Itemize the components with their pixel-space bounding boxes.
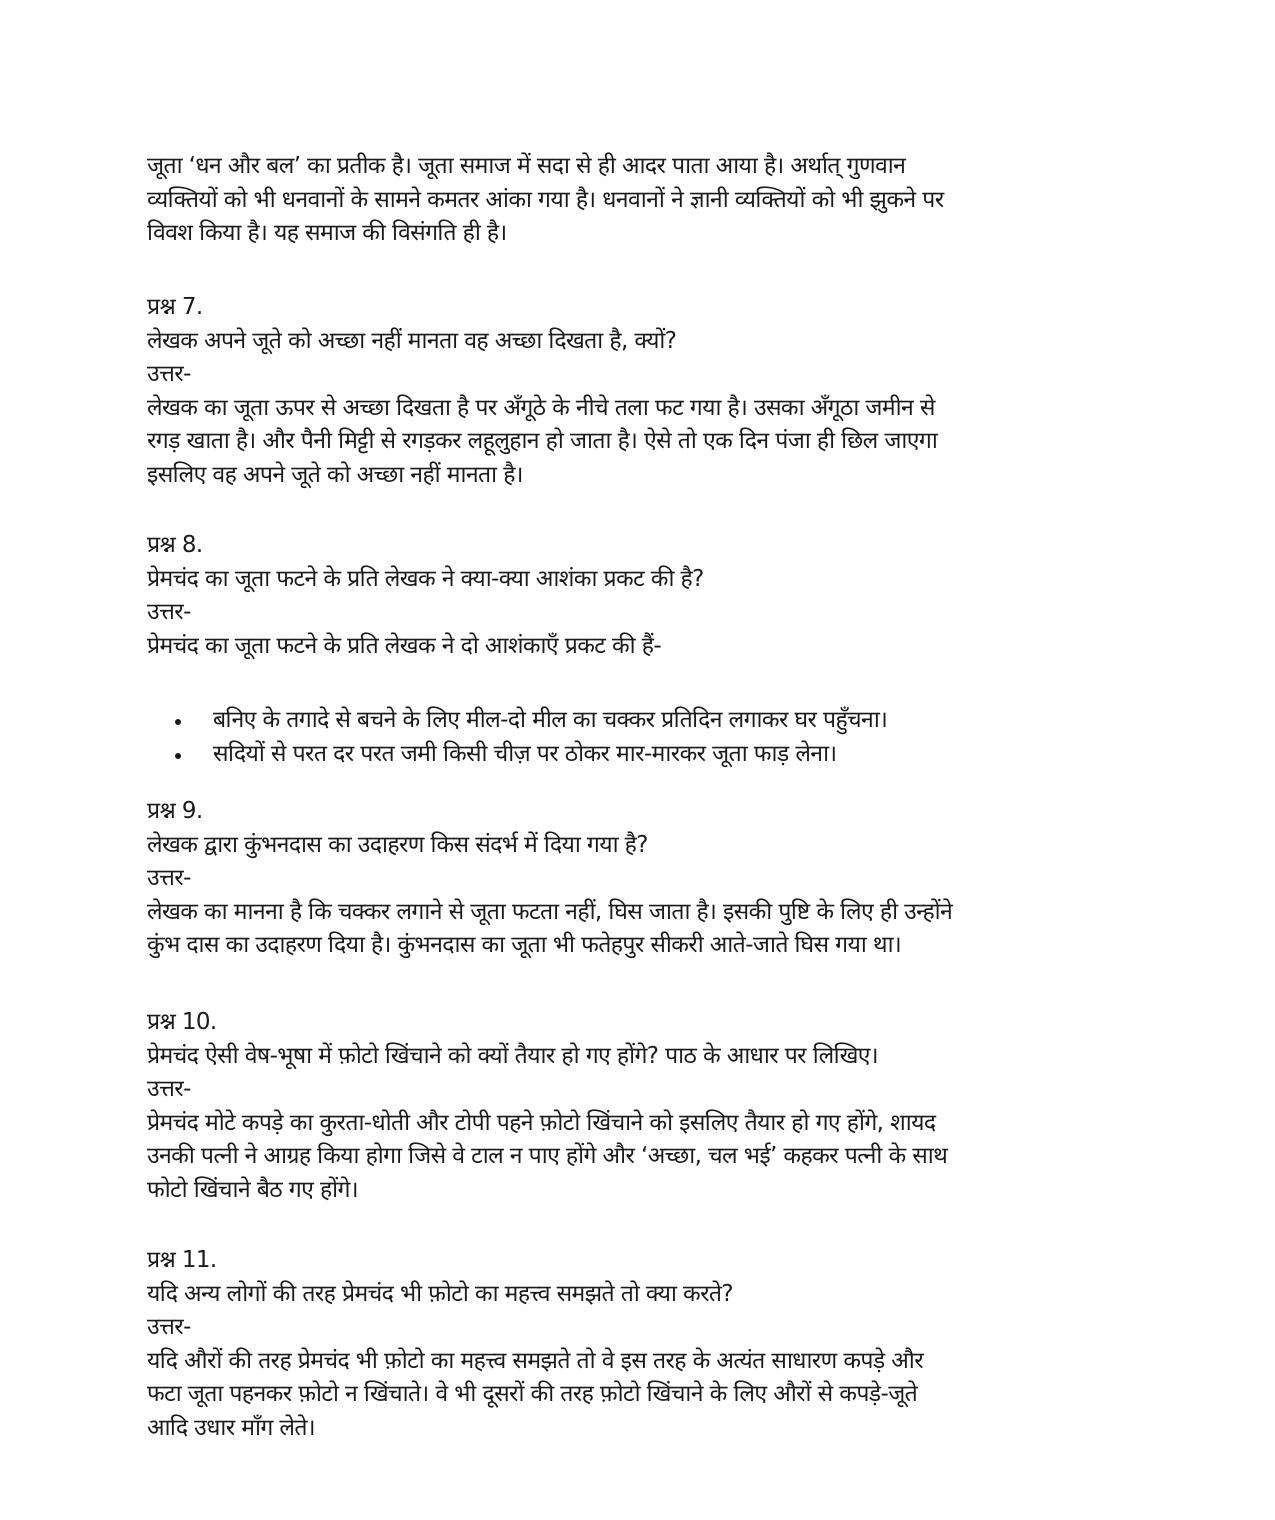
question-9 bbox=[147, 795, 1127, 963]
bullet-icon bbox=[175, 719, 181, 725]
bullet-icon bbox=[175, 753, 181, 759]
question-text: प्रेमचंद ऐसी वेष-भूषा में फ़ोटो खिंचाने को क्यों तैयार हो गए होंगे? पाठ के आधार पर लिखिए। bbox=[147, 1042, 879, 1069]
answer-label: उत्तर- bbox=[147, 1314, 191, 1340]
intro-paragraph bbox=[147, 150, 1127, 251]
answer-line: फटा जूता पहनकर फ़ोटो न खिंचाते। वे भी दूसरों की तरह फ़ोटो खिंचाने के लिए औरों से कपड़े-जूते bbox=[147, 1381, 918, 1407]
list-item bbox=[147, 704, 1127, 738]
text-line: विवश किया है। यह समाज की विसंगति ही है। bbox=[147, 220, 507, 246]
list-item-text: बनिए के तगादे से बचने के लिए मील-दो मील का चक्कर प्रतिदिन लगाकर घर पहुँचना। bbox=[213, 707, 888, 733]
answer-label: उत्तर- bbox=[147, 599, 191, 625]
question-number: प्रश्न 10. bbox=[147, 1009, 217, 1035]
question-8 bbox=[147, 529, 1127, 663]
question-number: प्रश्न 7. bbox=[147, 294, 203, 320]
answer-line: इसलिए वह अपने जूते को अच्छा नहीं मानता है। bbox=[147, 461, 523, 488]
answer-line: प्रेमचंद का जूता फटने के प्रति लेखक ने दो आशंकाएँ प्रकट की हैं- bbox=[147, 632, 662, 659]
question-number: प्रश्न 8. bbox=[147, 532, 203, 558]
question-text: यदि अन्य लोगों की तरह प्रेमचंद भी फ़ोटो का महत्त्व समझते तो क्या करते? bbox=[147, 1280, 733, 1307]
answer-line: रगड़ खाता है। और पैनी मिट्टी से रगड़कर लहूलुहान हो जाता है। ऐसे तो एक दिन पंजा ही छिल जाएगा bbox=[147, 428, 938, 454]
answer-line: लेखक का जूता ऊपर से अच्छा दिखता है पर अँगूठे के नीचे तला फट गया है। उसका अँगूठा जमीन से bbox=[147, 394, 935, 421]
question-number: प्रश्न 11. bbox=[147, 1247, 217, 1273]
answer-bullet-list bbox=[147, 704, 1127, 771]
question-text: लेखक अपने जूते को अच्छा नहीं मानता वह अच्छा दिखता है, क्यों? bbox=[147, 327, 677, 354]
text-line: व्यक्तियों को भी धनवानों के सामने कमतर आंका गया है। धनवानों ने ज्ञानी व्यक्तियों को भी झुकने पर bbox=[147, 186, 944, 213]
answer-line: आदि उधार माँग लेते। bbox=[147, 1414, 316, 1441]
answer-line: कुंभ दास का उदाहरण दिया है। कुंभनदास का जूता भी फतेहपुर सीकरी आते-जाते घिस गया था। bbox=[147, 932, 902, 958]
question-7 bbox=[147, 291, 1127, 492]
answer-line: लेखक का मानना है कि चक्कर लगाने से जूता फटता नहीं, घिस जाता है। इसकी पुष्टि के लिए ही उन्होंने bbox=[147, 898, 953, 925]
question-text: लेखक द्वारा कुंभनदास का उदाहरण किस संदर्भ में दिया गया है? bbox=[147, 831, 648, 858]
answer-line: प्रेमचंद मोटे कपड़े का कुरता-धोती और टोपी पहने फ़ोटो खिंचाने को इसलिए तैयार हो गए होंगे, शायद bbox=[147, 1109, 936, 1136]
question-11 bbox=[147, 1244, 1127, 1445]
answer-label: उत्तर- bbox=[147, 361, 191, 387]
question-text: प्रेमचंद का जूता फटने के प्रति लेखक ने क्या-क्या आशंका प्रकट की है? bbox=[147, 565, 704, 592]
answer-label: उत्तर- bbox=[147, 1076, 191, 1102]
answer-line: यदि औरों की तरह प्रेमचंद भी फ़ोटो का महत्त्व समझते तो वे इस तरह के अत्यंत साधारण कपड़े और bbox=[147, 1347, 924, 1374]
answer-label: उत्तर- bbox=[147, 865, 191, 891]
answer-line: फोटो खिंचाने बैठ गए होंगे। bbox=[147, 1176, 358, 1203]
question-number: प्रश्न 9. bbox=[147, 798, 203, 824]
list-item-text: सदियों से परत दर परत जमी किसी चीज़ पर ठोकर मार-मारकर जूता फाड़ लेना। bbox=[213, 740, 837, 767]
text-line: जूता ‘धन और बल’ का प्रतीक है। जूता समाज में सदा से ही आदर पाता आया है। अर्थात् गुणवान bbox=[147, 153, 906, 179]
answer-line: उनकी पत्नी ने आग्रह किया होगा जिसे वे टाल न पाए होंगे और ‘अच्छा, चल भई’ कहकर पत्नी के साथ bbox=[147, 1143, 948, 1169]
question-10 bbox=[147, 1006, 1127, 1207]
list-item bbox=[147, 738, 1127, 772]
